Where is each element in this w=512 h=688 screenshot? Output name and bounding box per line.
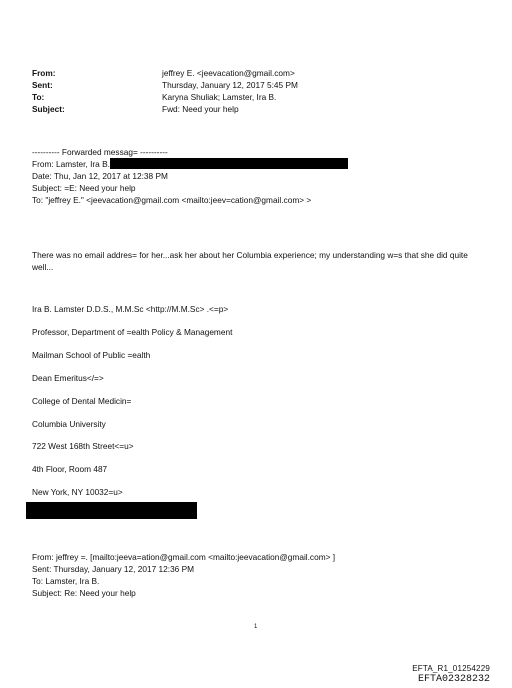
header-value: Thursday, January 12, 2017 5:45 PM <box>162 80 298 90</box>
signature-line: New York, NY 10032=u> <box>32 487 123 497</box>
signature-line: Dean Emeritus</=> <box>32 373 104 383</box>
header-subject-row <box>32 103 298 115</box>
forwarded-subject: Subject: =E: Need your help <box>32 183 136 193</box>
header-sent-row <box>32 79 298 91</box>
header-value: Fwd: Need your help <box>162 104 239 114</box>
body-line: well... <box>32 262 54 272</box>
forwarded-from: From: Lamster, Ira B. <box>32 159 110 169</box>
header-label: Sent: <box>32 80 53 90</box>
quoted-sent: Sent: Thursday, January 12, 2017 12:36 PM <box>32 564 195 574</box>
signature-line: Ira B. Lamster D.D.S., M.M.Sc <http://M.M.Sc> .<=p> <box>32 304 229 314</box>
forwarded-block <box>32 146 348 206</box>
signature-line: Professor, Department of =ealth Policy & Management <box>32 327 233 337</box>
header-label: To: <box>32 92 45 102</box>
forwarded-date: Date: Thu, Jan 12, 2017 at 12:38 PM <box>32 171 168 181</box>
body-line: There was no email addres= for her...ask her about her Columbia experience; my understanding w=s that she did quite <box>32 250 468 260</box>
header-to-row <box>32 91 298 103</box>
redaction-bar <box>26 502 197 519</box>
message-body <box>32 249 468 273</box>
header-label: From: <box>32 68 56 78</box>
signature-line: 722 West 168th Street<=u> <box>32 441 134 451</box>
quoted-header <box>32 551 335 599</box>
signature-line: Columbia University <box>32 419 106 429</box>
forwarded-from-line <box>32 158 348 170</box>
header-from-row <box>32 67 298 79</box>
quoted-to: To: Lamster, Ira B. <box>32 576 100 586</box>
header-value: jeffrey E. <jeevacation@gmail.com> <box>162 68 295 78</box>
bates-ref-1: EFTA_R1_01254229 <box>412 664 490 673</box>
forwarded-to: To: "jeffrey E." <jeevacation@gmail.com <mailto:jeev=cation@gmail.com> > <box>32 195 312 205</box>
page-number: 1 <box>254 624 258 630</box>
redaction-bar <box>110 158 348 169</box>
forward-separator: ---------- Forwarded messag= ---------- <box>32 147 168 157</box>
bates-ref-2: EFTA02328232 <box>417 674 490 685</box>
signature-line: 4th Floor, Room 487 <box>32 464 108 474</box>
quoted-from: From: jeffrey =. [mailto:jeeva=ation@gmail.com <mailto:jeevacation@gmail.com> ] <box>32 552 336 562</box>
signature-line: Mailman School of Public =ealth <box>32 350 151 360</box>
quoted-subject: Subject: Re: Need your help <box>32 588 136 598</box>
header-label: Subject: <box>32 104 65 114</box>
email-header <box>32 67 298 115</box>
signature-line: College of Dental Medicin= <box>32 396 132 406</box>
header-value: Karyna Shuliak; Lamster, Ira B. <box>162 92 277 102</box>
